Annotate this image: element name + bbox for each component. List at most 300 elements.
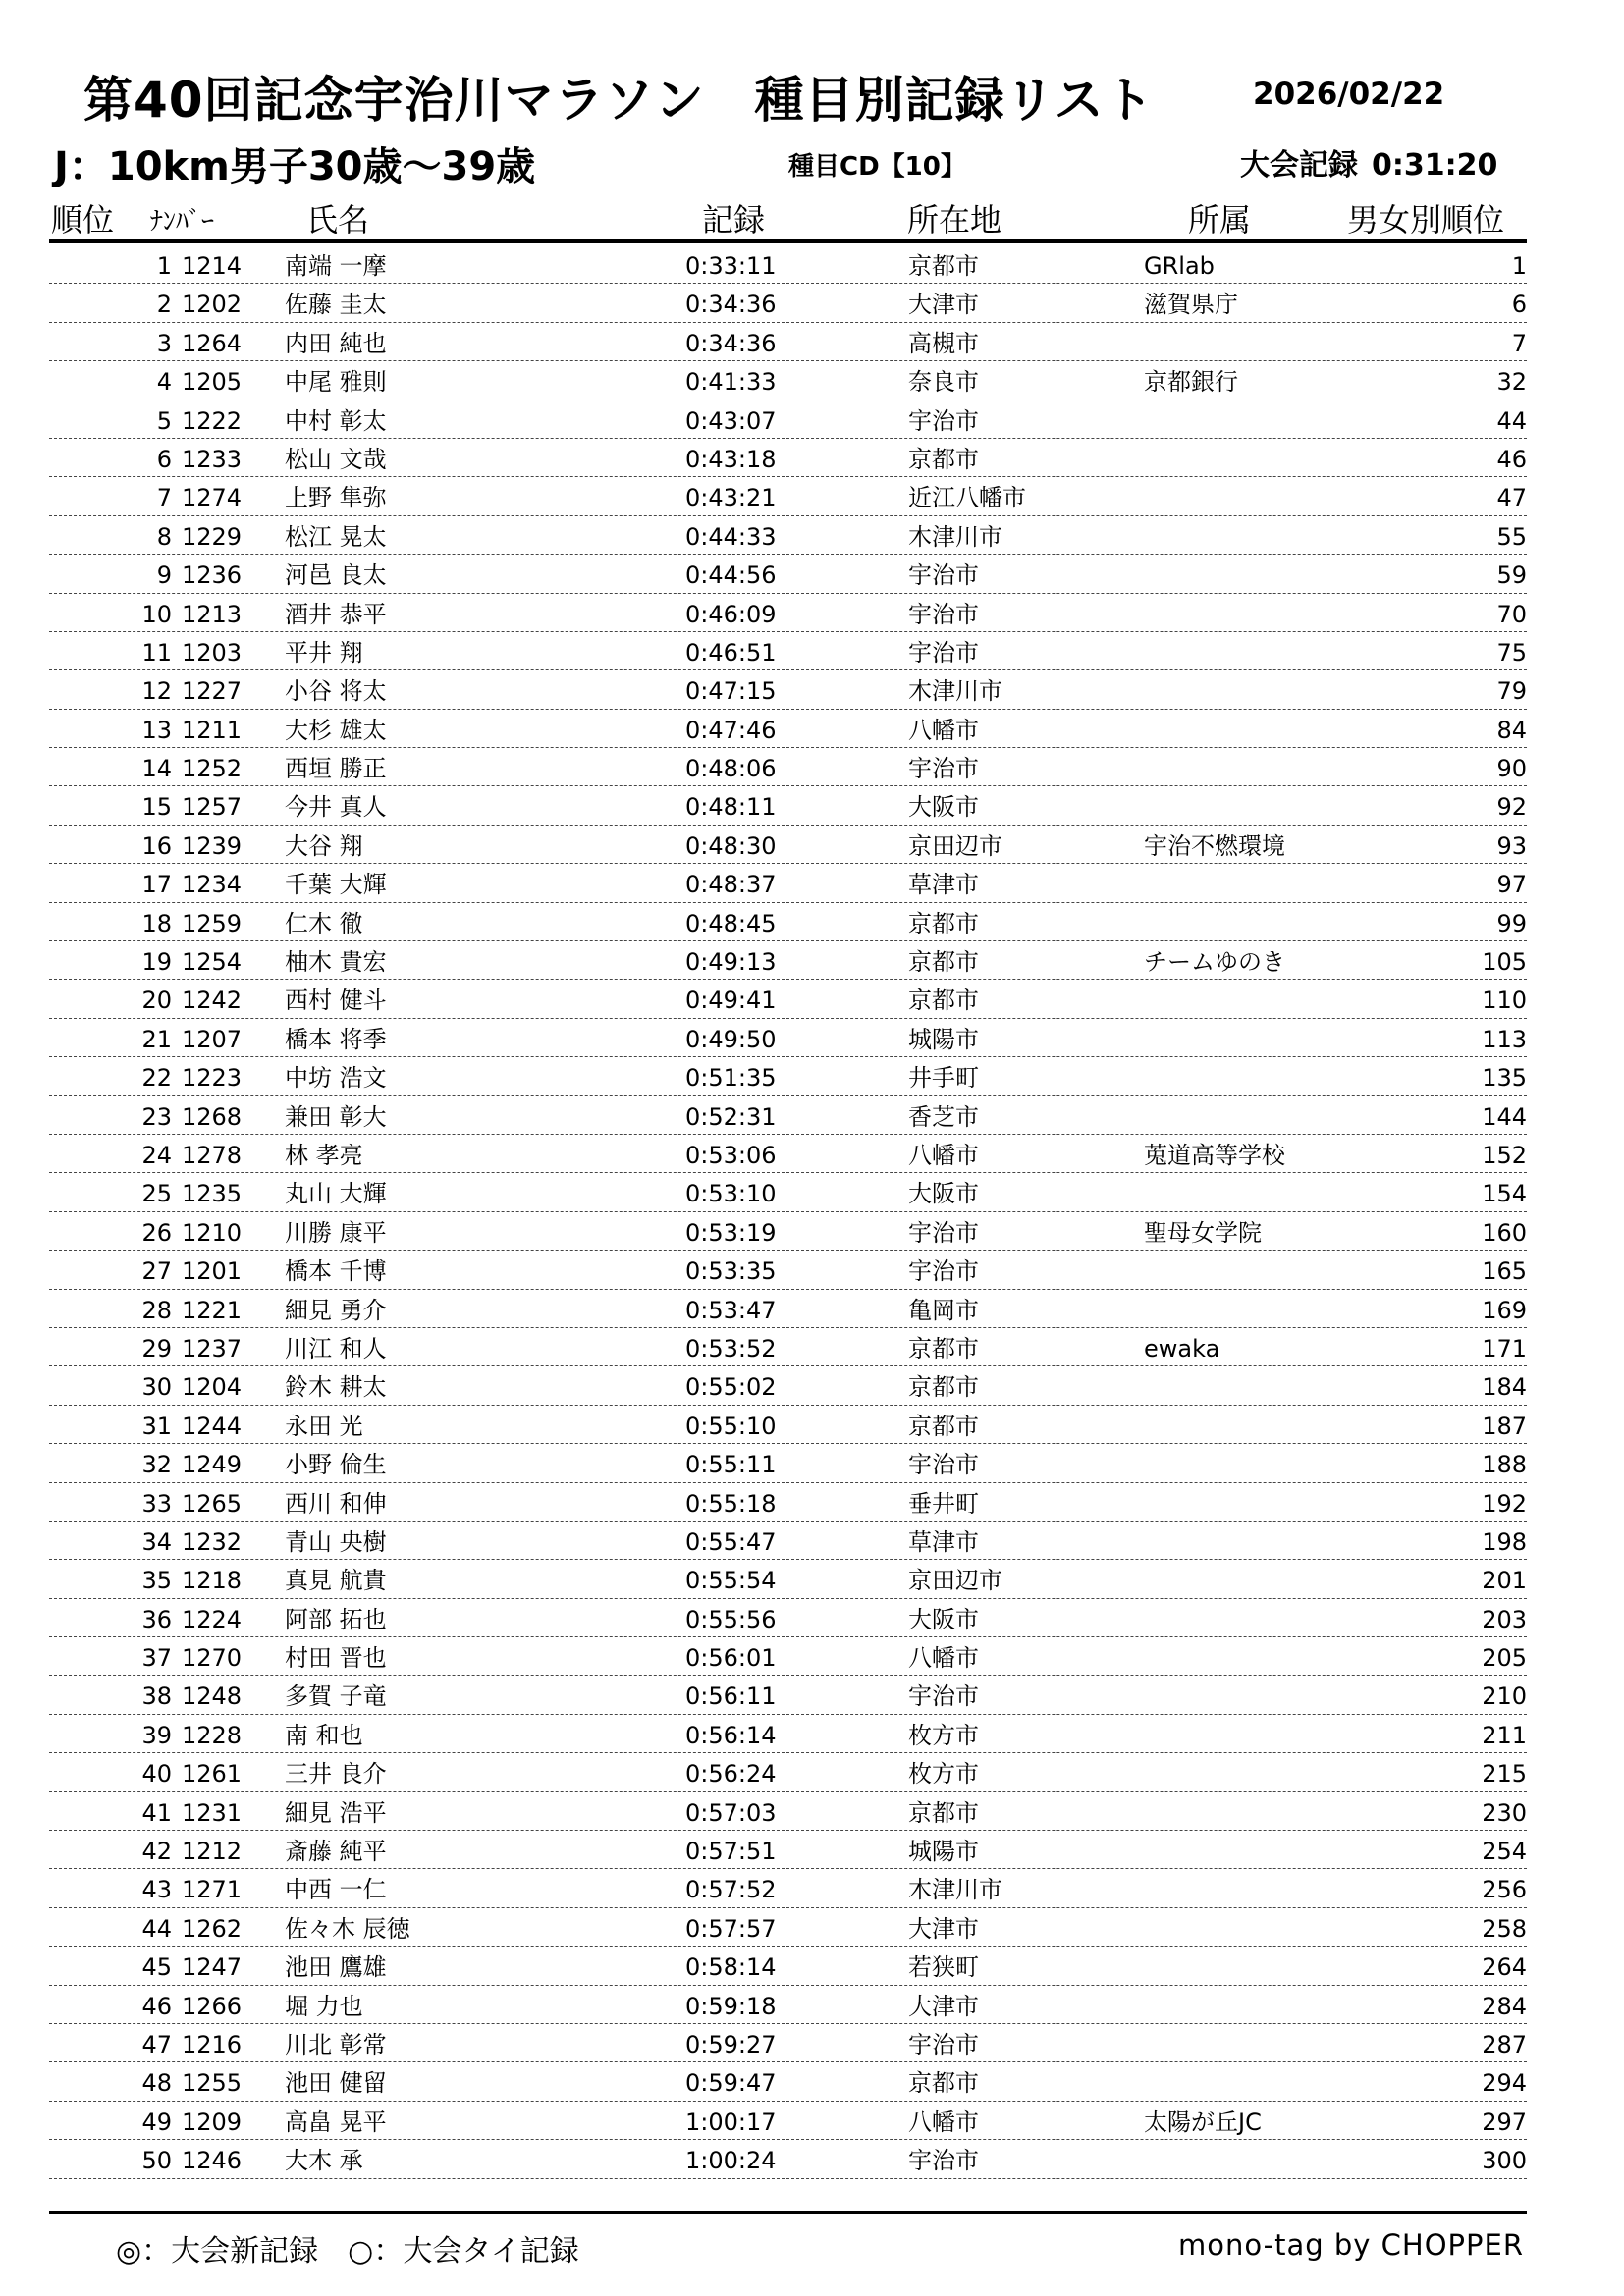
rank-cell: 37 <box>141 1644 172 1673</box>
number-cell: 1207 <box>182 1025 243 1053</box>
location-cell: 宇治市 <box>908 638 979 667</box>
table-row <box>49 1135 1527 1173</box>
column-header-number: ﾅﾝﾊﾞｰ <box>150 207 215 237</box>
number-cell: 1262 <box>182 1914 243 1943</box>
rank-cell: 42 <box>141 1838 172 1866</box>
rank-cell: 3 <box>156 329 172 357</box>
location-cell: 草津市 <box>908 871 979 899</box>
overall-rank-cell: 105 <box>1482 948 1527 977</box>
location-cell: 京田辺市 <box>908 1567 1002 1595</box>
overall-rank-cell: 84 <box>1496 716 1527 744</box>
table-row <box>49 1522 1527 1560</box>
time-cell: 0:55:47 <box>685 1527 777 1556</box>
time-cell: 0:48:45 <box>685 909 777 937</box>
time-cell: 0:59:27 <box>685 2030 777 2058</box>
rank-cell: 17 <box>141 871 172 899</box>
rank-cell: 10 <box>141 600 172 628</box>
table-row <box>49 1328 1527 1366</box>
name-cell: 高畠 晃平 <box>285 2108 387 2136</box>
table-row <box>49 1251 1527 1289</box>
overall-rank-cell: 135 <box>1482 1064 1527 1093</box>
overall-rank-cell: 160 <box>1482 1218 1527 1247</box>
name-cell: 村田 晋也 <box>285 1644 387 1673</box>
number-cell: 1270 <box>182 1644 243 1673</box>
table-row <box>49 1715 1527 1753</box>
location-cell: 宇治市 <box>908 1451 979 1479</box>
name-cell: 永田 光 <box>285 1412 363 1440</box>
time-cell: 1:00:24 <box>685 2147 777 2175</box>
number-cell: 1205 <box>182 368 243 397</box>
location-cell: 宇治市 <box>908 406 979 435</box>
name-cell: 多賀 子竜 <box>285 1682 387 1711</box>
number-cell: 1228 <box>182 1721 243 1749</box>
rank-cell: 15 <box>141 793 172 822</box>
location-cell: 木津川市 <box>908 677 1002 706</box>
overall-rank-cell: 192 <box>1482 1489 1527 1518</box>
number-cell: 1271 <box>182 1876 243 1904</box>
overall-rank-cell: 203 <box>1482 1605 1527 1633</box>
number-cell: 1229 <box>182 522 243 551</box>
overall-rank-cell: 284 <box>1482 1992 1527 2020</box>
time-cell: 0:56:01 <box>685 1644 777 1673</box>
name-cell: 千葉 大輝 <box>285 871 387 899</box>
results-table <box>49 245 1527 2179</box>
number-cell: 1213 <box>182 600 243 628</box>
column-header-rank: 順位 <box>51 201 115 239</box>
name-cell: 鈴木 耕太 <box>285 1373 387 1402</box>
time-cell: 0:44:56 <box>685 561 777 590</box>
number-cell: 1237 <box>182 1334 243 1362</box>
name-cell: 川江 和人 <box>285 1334 387 1362</box>
number-cell: 1246 <box>182 2147 243 2175</box>
time-cell: 0:56:24 <box>685 1760 777 1789</box>
location-cell: 木津川市 <box>908 522 1002 551</box>
table-row <box>49 748 1527 786</box>
location-cell: 京都市 <box>908 909 979 937</box>
number-cell: 1209 <box>182 2108 243 2136</box>
time-cell: 1:00:17 <box>685 2108 777 2136</box>
time-cell: 0:57:51 <box>685 1838 777 1866</box>
name-cell: 上野 隼弥 <box>285 484 387 512</box>
location-cell: 宇治市 <box>908 2147 979 2175</box>
name-cell: 佐々木 辰徳 <box>285 1914 410 1943</box>
name-cell: 橋本 将季 <box>285 1025 387 1053</box>
number-cell: 1236 <box>182 561 243 590</box>
meet-record-label: 大会記録 <box>1240 148 1358 183</box>
name-cell: 林 孝亮 <box>285 1141 363 1169</box>
number-cell: 1247 <box>182 1953 243 1982</box>
location-cell: 宇治市 <box>908 1682 979 1711</box>
location-cell: 宇治市 <box>908 755 979 783</box>
rank-cell: 20 <box>141 987 172 1015</box>
time-cell: 0:57:52 <box>685 1876 777 1904</box>
table-row <box>49 632 1527 670</box>
number-cell: 1259 <box>182 909 243 937</box>
table-row <box>49 323 1527 361</box>
location-cell: 草津市 <box>908 1527 979 1556</box>
table-row <box>49 594 1527 632</box>
overall-rank-cell: 264 <box>1482 1953 1527 1982</box>
time-cell: 0:49:41 <box>685 987 777 1015</box>
overall-rank-cell: 99 <box>1496 909 1527 937</box>
number-cell: 1244 <box>182 1412 243 1440</box>
overall-rank-cell: 171 <box>1482 1334 1527 1362</box>
table-row <box>49 516 1527 555</box>
meet-record <box>1240 140 1511 184</box>
location-cell: 枚方市 <box>908 1721 979 1749</box>
table-row <box>49 1792 1527 1831</box>
rank-cell: 46 <box>141 1992 172 2020</box>
time-cell: 0:56:14 <box>685 1721 777 1749</box>
overall-rank-cell: 144 <box>1482 1102 1527 1131</box>
legend: ◎：大会新記録 ○：大会タイ記録 <box>116 2234 579 2269</box>
rank-cell: 11 <box>141 638 172 667</box>
rank-cell: 43 <box>141 1876 172 1904</box>
location-cell: 枚方市 <box>908 1760 979 1789</box>
name-cell: 川勝 康平 <box>285 1218 387 1247</box>
time-cell: 0:55:02 <box>685 1373 777 1402</box>
overall-rank-cell: 93 <box>1496 831 1527 860</box>
name-cell: 細見 浩平 <box>285 1798 387 1827</box>
time-cell: 0:53:19 <box>685 1218 777 1247</box>
number-cell: 1203 <box>182 638 243 667</box>
rank-cell: 7 <box>156 484 172 512</box>
affiliation-cell: 太陽が丘JC <box>1144 2108 1262 2136</box>
time-cell: 0:49:13 <box>685 948 777 977</box>
location-cell: 大津市 <box>908 1992 979 2020</box>
table-row <box>49 1599 1527 1637</box>
rank-cell: 1 <box>156 252 172 280</box>
time-cell: 0:33:11 <box>685 252 777 280</box>
table-row <box>49 710 1527 748</box>
location-cell: 大阪市 <box>908 1605 979 1633</box>
rank-cell: 44 <box>141 1914 172 1943</box>
name-cell: 真見 航貴 <box>285 1567 387 1595</box>
overall-rank-cell: 294 <box>1482 2069 1527 2098</box>
rank-cell: 38 <box>141 1682 172 1711</box>
number-cell: 1232 <box>182 1527 243 1556</box>
column-header-overall-rank: 男女別順位 <box>1347 201 1505 239</box>
location-cell: 大津市 <box>908 1914 979 1943</box>
name-cell: 小谷 将太 <box>285 677 387 706</box>
overall-rank-cell: 230 <box>1482 1798 1527 1827</box>
rank-cell: 50 <box>141 2147 172 2175</box>
rank-cell: 33 <box>141 1489 172 1518</box>
table-row <box>49 1444 1527 1482</box>
rank-cell: 29 <box>141 1334 172 1362</box>
name-cell: 酒井 恭平 <box>285 600 387 628</box>
table-row <box>49 245 1527 284</box>
number-cell: 1254 <box>182 948 243 977</box>
rank-cell: 34 <box>141 1527 172 1556</box>
table-row <box>49 555 1527 593</box>
overall-rank-cell: 169 <box>1482 1296 1527 1324</box>
time-cell: 0:48:30 <box>685 831 777 860</box>
header-rule <box>49 239 1527 243</box>
overall-rank-cell: 75 <box>1496 638 1527 667</box>
overall-rank-cell: 47 <box>1496 484 1527 512</box>
name-cell: 丸山 大輝 <box>285 1180 387 1208</box>
location-cell: 宇治市 <box>908 2030 979 2058</box>
overall-rank-cell: 1 <box>1511 252 1527 280</box>
overall-rank-cell: 297 <box>1482 2108 1527 2136</box>
location-cell: 京田辺市 <box>908 831 1002 860</box>
time-cell: 0:46:51 <box>685 638 777 667</box>
rank-cell: 22 <box>141 1064 172 1093</box>
location-cell: 大阪市 <box>908 1180 979 1208</box>
number-cell: 1266 <box>182 1992 243 2020</box>
table-row <box>49 1947 1527 1985</box>
name-cell: 河邑 良太 <box>285 561 387 590</box>
affiliation-cell: GRlab <box>1144 252 1215 280</box>
overall-rank-cell: 154 <box>1482 1180 1527 1208</box>
table-row <box>49 1290 1527 1328</box>
time-cell: 0:55:10 <box>685 1412 777 1440</box>
time-cell: 0:59:18 <box>685 1992 777 2020</box>
location-cell: 城陽市 <box>908 1025 979 1053</box>
footer-rule <box>49 2211 1527 2214</box>
time-cell: 0:55:18 <box>685 1489 777 1518</box>
table-row <box>49 826 1527 864</box>
time-cell: 0:48:37 <box>685 871 777 899</box>
rank-cell: 31 <box>141 1412 172 1440</box>
rank-cell: 30 <box>141 1373 172 1402</box>
number-cell: 1257 <box>182 793 243 822</box>
number-cell: 1221 <box>182 1296 243 1324</box>
time-cell: 0:57:03 <box>685 1798 777 1827</box>
time-cell: 0:34:36 <box>685 291 777 319</box>
location-cell: 京都市 <box>908 1412 979 1440</box>
table-row <box>49 2024 1527 2062</box>
number-cell: 1218 <box>182 1567 243 1595</box>
column-header-affiliation: 所属 <box>1188 201 1252 239</box>
number-cell: 1261 <box>182 1760 243 1789</box>
rank-cell: 6 <box>156 445 172 473</box>
name-cell: 細見 勇介 <box>285 1296 387 1324</box>
name-cell: 南 和也 <box>285 1721 363 1749</box>
location-cell: 香芝市 <box>908 1102 979 1131</box>
location-cell: 宇治市 <box>908 1218 979 1247</box>
table-row <box>49 786 1527 825</box>
location-cell: 若狭町 <box>908 1953 979 1982</box>
number-cell: 1212 <box>182 1838 243 1866</box>
rank-cell: 47 <box>141 2030 172 2058</box>
number-cell: 1249 <box>182 1451 243 1479</box>
table-row <box>49 1057 1527 1095</box>
location-cell: 近江八幡市 <box>908 484 1026 512</box>
table-row <box>49 439 1527 477</box>
overall-rank-cell: 184 <box>1482 1373 1527 1402</box>
time-cell: 0:51:35 <box>685 1064 777 1093</box>
location-cell: 京都市 <box>908 1798 979 1827</box>
number-cell: 1224 <box>182 1605 243 1633</box>
rank-cell: 12 <box>141 677 172 706</box>
name-cell: 内田 純也 <box>285 329 387 357</box>
rank-cell: 21 <box>141 1025 172 1053</box>
affiliation-cell: 京都銀行 <box>1144 368 1238 397</box>
name-cell: 松江 晃太 <box>285 522 387 551</box>
name-cell: 堀 力也 <box>285 1992 363 2020</box>
time-cell: 0:43:07 <box>685 406 777 435</box>
table-row <box>49 2102 1527 2140</box>
table-row <box>49 1019 1527 1057</box>
time-cell: 0:47:15 <box>685 677 777 706</box>
number-cell: 1227 <box>182 677 243 706</box>
time-cell: 0:53:52 <box>685 1334 777 1362</box>
time-cell: 0:44:33 <box>685 522 777 551</box>
number-cell: 1235 <box>182 1180 243 1208</box>
affiliation-cell: 莵道高等学校 <box>1144 1141 1285 1169</box>
affiliation-cell: 滋賀県庁 <box>1144 291 1238 319</box>
location-cell: 京都市 <box>908 1334 979 1362</box>
page-title: 第40回記念宇治川マラソン 種目別記録リスト <box>83 72 1155 129</box>
location-cell: 京都市 <box>908 948 979 977</box>
number-cell: 1278 <box>182 1141 243 1169</box>
location-cell: 城陽市 <box>908 1838 979 1866</box>
name-cell: 西川 和伸 <box>285 1489 387 1518</box>
table-row <box>49 1406 1527 1444</box>
location-cell: 八幡市 <box>908 1644 979 1673</box>
table-row <box>49 477 1527 515</box>
name-cell: 南端 一摩 <box>285 252 387 280</box>
table-row <box>49 1366 1527 1405</box>
rank-cell: 4 <box>156 368 172 397</box>
location-cell: 大阪市 <box>908 793 979 822</box>
location-cell: 垂井町 <box>908 1489 979 1518</box>
time-cell: 0:41:33 <box>685 368 777 397</box>
time-cell: 0:59:47 <box>685 2069 777 2098</box>
overall-rank-cell: 90 <box>1496 755 1527 783</box>
name-cell: 三井 良介 <box>285 1760 387 1789</box>
location-cell: 奈良市 <box>908 368 979 397</box>
number-cell: 1268 <box>182 1102 243 1131</box>
rank-cell: 14 <box>141 755 172 783</box>
rank-cell: 25 <box>141 1180 172 1208</box>
location-cell: 宇治市 <box>908 561 979 590</box>
overall-rank-cell: 113 <box>1482 1025 1527 1053</box>
location-cell: 八幡市 <box>908 2108 979 2136</box>
affiliation-cell: 宇治不燃環境 <box>1144 831 1285 860</box>
location-cell: 京都市 <box>908 2069 979 2098</box>
rank-cell: 18 <box>141 909 172 937</box>
location-cell: 京都市 <box>908 445 979 473</box>
table-row <box>49 1831 1527 1869</box>
overall-rank-cell: 258 <box>1482 1914 1527 1943</box>
table-row <box>49 1637 1527 1676</box>
rank-cell: 19 <box>141 948 172 977</box>
location-cell: 京都市 <box>908 1373 979 1402</box>
time-cell: 0:55:54 <box>685 1567 777 1595</box>
number-cell: 1239 <box>182 831 243 860</box>
time-cell: 0:57:57 <box>685 1914 777 1943</box>
table-row <box>49 1096 1527 1135</box>
overall-rank-cell: 254 <box>1482 1838 1527 1866</box>
number-cell: 1242 <box>182 987 243 1015</box>
credit: mono-tag by CHOPPER <box>1177 2228 1524 2262</box>
number-cell: 1210 <box>182 1218 243 1247</box>
number-cell: 1274 <box>182 484 243 512</box>
name-cell: 仁木 徹 <box>285 909 363 937</box>
overall-rank-cell: 97 <box>1496 871 1527 899</box>
rank-cell: 9 <box>156 561 172 590</box>
name-cell: 大谷 翔 <box>285 831 363 860</box>
location-cell: 高槻市 <box>908 329 979 357</box>
number-cell: 1201 <box>182 1257 243 1286</box>
time-cell: 0:43:18 <box>685 445 777 473</box>
rank-cell: 27 <box>141 1257 172 1286</box>
number-cell: 1216 <box>182 2030 243 2058</box>
time-cell: 0:53:06 <box>685 1141 777 1169</box>
rank-cell: 48 <box>141 2069 172 2098</box>
table-row <box>49 980 1527 1018</box>
time-cell: 0:48:06 <box>685 755 777 783</box>
table-row <box>49 284 1527 322</box>
name-cell: 中村 彰太 <box>285 406 387 435</box>
number-cell: 1222 <box>182 406 243 435</box>
time-cell: 0:53:47 <box>685 1296 777 1324</box>
location-cell: 大津市 <box>908 291 979 319</box>
overall-rank-cell: 46 <box>1496 445 1527 473</box>
overall-rank-cell: 287 <box>1482 2030 1527 2058</box>
rank-cell: 2 <box>156 291 172 319</box>
rank-cell: 39 <box>141 1721 172 1749</box>
time-cell: 0:53:35 <box>685 1257 777 1286</box>
category-label: J：10km男子30歳～39歳 <box>54 144 536 189</box>
rank-cell: 26 <box>141 1218 172 1247</box>
table-row <box>49 903 1527 941</box>
table-row <box>49 1676 1527 1714</box>
name-cell: 中西 一仁 <box>285 1876 387 1904</box>
name-cell: 斎藤 純平 <box>285 1838 387 1866</box>
number-cell: 1223 <box>182 1064 243 1093</box>
time-cell: 0:55:11 <box>685 1451 777 1479</box>
overall-rank-cell: 300 <box>1482 2147 1527 2175</box>
overall-rank-cell: 201 <box>1482 1567 1527 1595</box>
rank-cell: 13 <box>141 716 172 744</box>
affiliation-cell: チームゆのき <box>1144 948 1285 977</box>
number-cell: 1233 <box>182 445 243 473</box>
number-cell: 1255 <box>182 2069 243 2098</box>
location-cell: 八幡市 <box>908 716 979 744</box>
rank-cell: 36 <box>141 1605 172 1633</box>
affiliation-cell: ewaka <box>1144 1334 1220 1362</box>
table-row <box>49 400 1527 439</box>
location-cell: 京都市 <box>908 987 979 1015</box>
location-cell: 木津川市 <box>908 1876 1002 1904</box>
overall-rank-cell: 6 <box>1511 291 1527 319</box>
rank-cell: 35 <box>141 1567 172 1595</box>
table-row <box>49 2140 1527 2178</box>
location-cell: 京都市 <box>908 252 979 280</box>
location-cell: 井手町 <box>908 1064 979 1093</box>
table-row <box>49 1212 1527 1251</box>
overall-rank-cell: 215 <box>1482 1760 1527 1789</box>
name-cell: 阿部 拓也 <box>285 1605 387 1633</box>
table-row <box>49 670 1527 709</box>
table-row <box>49 1483 1527 1522</box>
time-cell: 0:43:21 <box>685 484 777 512</box>
table-row <box>49 361 1527 400</box>
overall-rank-cell: 187 <box>1482 1412 1527 1440</box>
event-date: 2026/02/22 <box>1253 77 1445 112</box>
number-cell: 1202 <box>182 291 243 319</box>
name-cell: 佐藤 圭太 <box>285 291 387 319</box>
table-row <box>49 1986 1527 2024</box>
overall-rank-cell: 211 <box>1482 1721 1527 1749</box>
number-cell: 1248 <box>182 1682 243 1711</box>
overall-rank-cell: 55 <box>1496 522 1527 551</box>
overall-rank-cell: 165 <box>1482 1257 1527 1286</box>
